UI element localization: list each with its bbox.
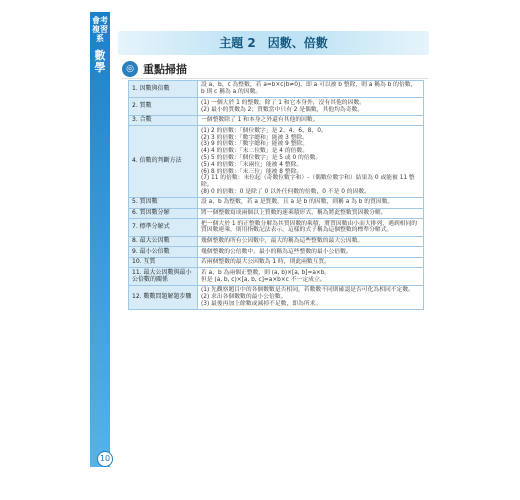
- description-line: (2) 最小的質數為 2；質數當中只有 2 是偶數，其他均為奇數。: [201, 106, 364, 113]
- table-row: [129, 198, 424, 209]
- row-term: 8. 最大公因數: [129, 236, 198, 247]
- description-line: (5) 4 的倍數：「末兩位」能被 4 整除。: [201, 161, 303, 168]
- row-description: [198, 126, 424, 198]
- page-number: 10: [97, 451, 113, 467]
- row-description: [198, 219, 424, 236]
- description-line: (5) 5 的倍數：「個位數字」是 5 或 0 的倍數。: [201, 154, 322, 161]
- row-term: 5. 質因數: [129, 198, 198, 209]
- description-line: 設 a、b 為整數，若 a 是質數，且 a 是 b 的因數，則稱 a 為 b 的質因數。: [201, 199, 394, 206]
- description-line: (8) 0 的倍數：0 是除了 0 以外任何數的倍數，0 不是 0 的因數。: [201, 188, 370, 195]
- table-row: [129, 81, 424, 98]
- table-row: [129, 247, 424, 258]
- table-row: [129, 126, 424, 198]
- summary-table: [128, 80, 424, 310]
- target-icon: ◎: [122, 61, 138, 77]
- series-label: 會考複習系: [92, 16, 108, 43]
- row-term: 3. 合數: [129, 115, 198, 126]
- description-line: (3) 9 的倍數：「數字總和」能被 9 整除。: [201, 141, 309, 148]
- subject-label: 數學: [94, 49, 106, 74]
- row-term: 6. 質因數分解: [129, 208, 198, 219]
- section-title: 重點掃描: [143, 63, 187, 76]
- description-line: 把一個大於 1 的正整數分解為其質因數的乘積，將質因數由小而大排列，遇到相同的質因數連乘，則用指數記法表示，這樣的式子稱為這個整數的標準分解式。: [201, 220, 418, 234]
- row-term: 12. 數數問題解題步驟: [129, 285, 198, 309]
- description-line: 幾個整數的所有公因數中，最大的稱為這些整數的最大公因數。: [201, 238, 364, 244]
- row-description: [198, 198, 424, 209]
- row-description: [198, 208, 424, 219]
- description-line: 若兩個整數的最大公因數為 1 時，則此兩數互質。: [201, 259, 331, 266]
- side-strip: [90, 12, 110, 467]
- description-line: (3) 最後再加上餘數或減掉不足數，即為所求。: [201, 300, 322, 307]
- section-divider: [122, 78, 428, 79]
- row-description: [198, 247, 424, 258]
- row-description: [198, 115, 424, 126]
- description-line: 將一個整數寫成兩個以上質數的連乘積形式，稱為將此整數質因數分解。: [201, 210, 387, 217]
- row-description: [198, 81, 424, 98]
- description-line: (1) 一個大於 1 的整數，除了 1 和它本身外，沒有其他的因數。: [201, 99, 365, 106]
- table-row: [129, 285, 424, 309]
- table-row: [129, 236, 424, 247]
- row-description: [198, 236, 424, 247]
- description-line: 但是 (a, b, c)×[a, b, c]=a×b×c 不一定成立。: [201, 276, 326, 283]
- row-term: 10. 互質: [129, 257, 198, 268]
- row-description: [198, 285, 424, 309]
- row-term: 1. 因數與倍數: [129, 81, 198, 98]
- table-row: [129, 257, 424, 268]
- description-line: 設 a、b、c 為整數，若 a=b×c(b≠0)，即 a 可以被 b 整除，則 a 稱為 b 的倍數，b 則 c 稱為 a 的因數。: [201, 82, 417, 96]
- page-title: 主題 2 因數、倍數: [219, 36, 328, 50]
- table-row: [129, 219, 424, 236]
- row-term: 11. 最大公因數與最小公倍數的關係: [129, 268, 198, 285]
- table-row: [129, 115, 424, 126]
- row-term: 2. 質數: [129, 98, 198, 115]
- row-term: 9. 最小公倍數: [129, 247, 198, 258]
- description-line: 若 a、b 為兩個正整數，則 (a, b)×[a, b]=a×b。: [201, 269, 331, 276]
- row-description: [198, 98, 424, 115]
- description-line: (1) 先觀察題目中的各個數數是否相同，若數數不同則確認是否可化為相同不定數。: [201, 287, 414, 294]
- description-line: (1) 2 的倍數：「個位數字」是 2、4、6、8、0。: [201, 127, 327, 134]
- table-row: [129, 268, 424, 285]
- description-line: 一個整數除了 1 和本身之外還有其他的因數。: [201, 117, 319, 124]
- description-line: 幾個整數的公倍數中，最小的稱為這些整數的最小公倍數。: [201, 248, 352, 255]
- table-row: [129, 98, 424, 115]
- description-line: (7) 11 的倍數：末位起（奇數位數字和）-（偶數位數字和）結果為 0 或能被 11 整除。: [201, 175, 415, 189]
- row-description: [198, 257, 424, 268]
- section-heading: [122, 60, 187, 78]
- description-line: (2) 3 的倍數：「數字總和」能被 3 整除。: [201, 134, 309, 141]
- description-line: (4) 4 的倍數：「末二位數」是 4 的倍數。: [201, 148, 309, 155]
- row-term: 4. 倍數的判斷方法: [129, 126, 198, 198]
- row-description: [198, 268, 424, 285]
- description-line: (6) 8 的倍數：「末三位」能被 8 整除。: [201, 168, 303, 175]
- description-line: (2) 求出各個數數的最小公倍數。: [201, 293, 287, 300]
- row-term: 7. 標準分解式: [129, 219, 198, 236]
- table-row: [129, 208, 424, 219]
